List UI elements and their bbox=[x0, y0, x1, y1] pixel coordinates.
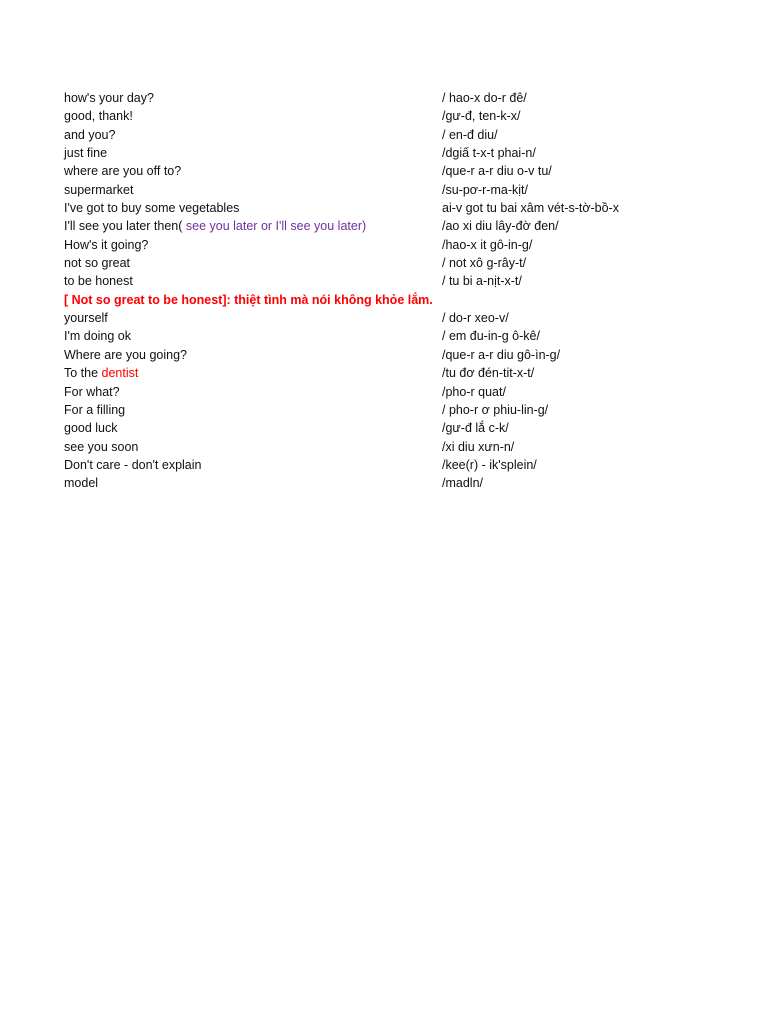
english-phrase bbox=[64, 217, 366, 235]
english-phrase: where are you off to? bbox=[64, 164, 182, 179]
english-phrase-highlight: dentist bbox=[101, 366, 139, 381]
phrase-row bbox=[64, 144, 704, 162]
english-phrase: good luck bbox=[64, 421, 118, 436]
phrase-row bbox=[64, 401, 704, 419]
english-phrase-main: To the bbox=[64, 366, 102, 381]
pronunciation: ai-v got tu bai xâm vét-s-tờ-bồ-x bbox=[442, 201, 620, 216]
phrase-row bbox=[64, 474, 704, 492]
english-phrase: and you? bbox=[64, 127, 116, 142]
phrase-row bbox=[64, 438, 704, 456]
pronunciation: /tu đơ đén-tit-x-t/ bbox=[442, 366, 535, 381]
phrase-row bbox=[64, 272, 704, 290]
english-phrase bbox=[64, 364, 138, 382]
english-phrase-main: I'll see you later then( bbox=[64, 219, 183, 234]
pronunciation: /pho-r quat/ bbox=[442, 384, 506, 399]
pronunciation: / not xô g-rây-t/ bbox=[442, 256, 527, 271]
english-phrase: to be honest bbox=[64, 274, 133, 289]
phrase-row bbox=[64, 162, 704, 180]
english-phrase: just fine bbox=[64, 146, 108, 161]
phrase-sheet bbox=[64, 89, 704, 493]
english-phrase: How's it going? bbox=[64, 237, 149, 252]
pronunciation: /ao xi diu lây-đờ đen/ bbox=[442, 219, 559, 234]
english-phrase: good, thank! bbox=[64, 109, 133, 124]
pronunciation: / do-r xeo-v/ bbox=[442, 311, 509, 326]
phrase-row bbox=[64, 181, 704, 199]
pronunciation: /madln/ bbox=[442, 476, 483, 491]
phrase-row bbox=[64, 364, 704, 382]
pronunciation: /hao-x it gô-in-g/ bbox=[442, 237, 533, 252]
pronunciation: / tu bi a-nịt-x-t/ bbox=[442, 274, 522, 289]
phrase-row bbox=[64, 254, 704, 272]
english-phrase-variant: see you later or I'll see you later) bbox=[182, 219, 367, 234]
phrase-row bbox=[64, 383, 704, 401]
pronunciation: / en-đ diu/ bbox=[442, 127, 498, 142]
phrase-row bbox=[64, 199, 704, 217]
phrase-row bbox=[64, 126, 704, 144]
pronunciation: / em đu-in-g ô-kê/ bbox=[442, 329, 540, 344]
english-phrase: see you soon bbox=[64, 439, 139, 454]
phrase-row bbox=[64, 217, 704, 235]
english-phrase: Where are you going? bbox=[64, 347, 187, 362]
phrase-row bbox=[64, 236, 704, 254]
english-phrase: model bbox=[64, 476, 99, 491]
translation-note: [ Not so great to be honest]: thiệt tình mà nói không khỏe lắm. bbox=[64, 292, 433, 307]
pronunciation: / pho-r ơ phiu-lin-g/ bbox=[442, 402, 549, 417]
pronunciation: /que-r a-r diu o-v tu/ bbox=[442, 164, 552, 179]
english-phrase: I'm doing ok bbox=[64, 329, 132, 344]
pronunciation: /gư-đ lắ c-k/ bbox=[442, 421, 509, 436]
note-row bbox=[64, 291, 704, 309]
pronunciation: /kee(r) - ik'splein/ bbox=[442, 457, 537, 472]
pronunciation: / hao-x do-r đê/ bbox=[442, 91, 527, 105]
phrase-row bbox=[64, 107, 704, 125]
english-phrase: yourself bbox=[64, 311, 108, 326]
english-phrase: not so great bbox=[64, 256, 131, 271]
english-phrase: For what? bbox=[64, 384, 120, 399]
english-phrase: Don't care - don't explain bbox=[64, 457, 202, 472]
pronunciation: /que-r a-r diu gô-ìn-g/ bbox=[442, 347, 561, 362]
phrase-row bbox=[64, 327, 704, 345]
english-phrase: I've got to buy some vegetables bbox=[64, 201, 240, 216]
phrase-row bbox=[64, 456, 704, 474]
pronunciation: /gư-đ, ten-k-x/ bbox=[442, 109, 521, 124]
pronunciation: /dgiấ t-x-t phai-n/ bbox=[442, 146, 536, 161]
pronunciation: /su-pơ-r-ma-kịt/ bbox=[442, 182, 528, 197]
english-phrase: how's your day? bbox=[64, 91, 154, 105]
phrase-row bbox=[64, 89, 704, 107]
pronunciation: /xi diu xưn-n/ bbox=[442, 439, 515, 454]
phrase-row bbox=[64, 309, 704, 327]
english-phrase: supermarket bbox=[64, 182, 134, 197]
english-phrase: For a filling bbox=[64, 402, 126, 417]
phrase-row bbox=[64, 419, 704, 437]
phrase-row bbox=[64, 346, 704, 364]
